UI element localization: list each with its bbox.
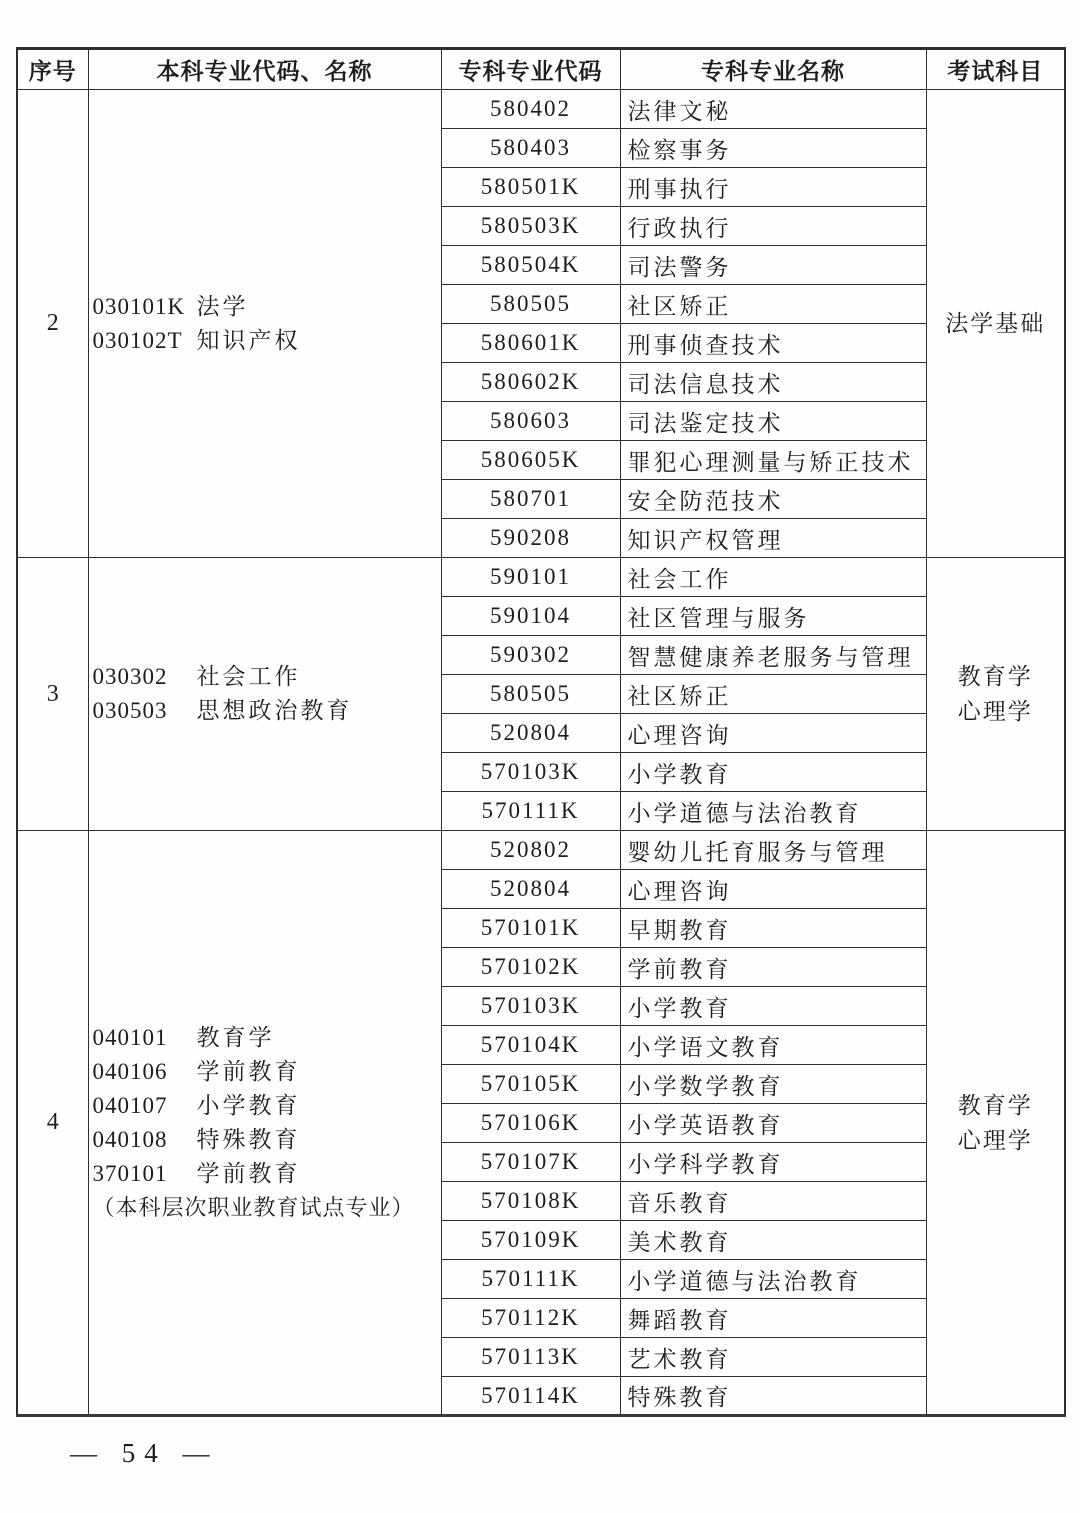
college-major-name-cell: 社会工作 (620, 558, 926, 597)
college-major-code-cell: 570106K (441, 1104, 620, 1143)
exam-subject: 心理学 (957, 1127, 1033, 1153)
college-major-code-cell: 570108K (441, 1182, 620, 1221)
undergrad-major-line (93, 1089, 437, 1123)
college-major-name-cell: 司法鉴定技术 (620, 402, 926, 441)
college-major-code-cell: 570109K (441, 1221, 620, 1260)
college-major-name-cell: 早期教育 (620, 909, 926, 948)
undergrad-major-name: 学前教育 (196, 1058, 301, 1084)
college-major-code-cell: 570105K (441, 1065, 620, 1104)
exam-subject: 教育学 (957, 664, 1033, 689)
header-exam-subjects: 考试科目 (926, 49, 1065, 90)
table-row (17, 90, 1065, 129)
college-major-name-cell: 小学数学教育 (620, 1065, 926, 1104)
table-row (17, 558, 1065, 597)
undergrad-major-line (93, 1157, 437, 1191)
exam-subjects-cell (926, 90, 1065, 558)
undergrad-major-code: 040108 (92, 1126, 168, 1152)
college-major-name-cell: 法律文秘 (620, 90, 926, 129)
college-major-name-cell: 小学语文教育 (620, 1026, 926, 1065)
header-undergrad: 本科专业代码、名称 (88, 49, 441, 90)
exam-subject: 心理学 (957, 699, 1033, 724)
college-major-code-cell: 580402 (441, 90, 620, 129)
college-major-code-cell: 580701 (441, 480, 620, 519)
college-major-name-cell: 心理咨询 (620, 714, 926, 753)
college-major-name-cell: 司法信息技术 (620, 363, 926, 402)
college-major-name-cell: 小学英语教育 (620, 1104, 926, 1143)
college-major-name-cell: 知识产权管理 (620, 519, 926, 558)
college-major-code-cell: 590104 (441, 597, 620, 636)
college-major-code-cell: 580504K (441, 246, 620, 285)
college-major-code-cell: 570103K (441, 987, 620, 1026)
undergrad-majors-cell (88, 831, 441, 1416)
undergrad-major-line (93, 1055, 437, 1089)
undergrad-major-code: 030503 (92, 698, 168, 723)
college-major-code-cell: 580602K (441, 363, 620, 402)
undergrad-major-name: 特殊教育 (196, 1126, 301, 1152)
college-major-name-cell: 特殊教育 (620, 1377, 926, 1416)
college-major-code-cell: 570114K (441, 1377, 620, 1416)
header-index: 序号 (17, 49, 88, 90)
college-major-name-cell: 刑事执行 (620, 168, 926, 207)
undergrad-major-name: 思想政治教育 (196, 698, 353, 723)
college-major-code-cell: 580503K (441, 207, 620, 246)
group-index-cell: 2 (17, 90, 88, 558)
page-number: — 54 — (70, 1438, 219, 1468)
undergrad-major-code: 040107 (92, 1092, 168, 1118)
exam-subject: 教育学 (957, 1092, 1033, 1118)
undergrad-major-name: 法学 (196, 293, 249, 319)
group-index-cell: 3 (17, 558, 88, 831)
college-major-code-cell: 570107K (441, 1143, 620, 1182)
college-major-code-cell: 590208 (441, 519, 620, 558)
college-major-code-cell: 590302 (441, 636, 620, 675)
college-major-code-cell: 570104K (441, 1026, 620, 1065)
undergrad-major-line (93, 660, 437, 694)
college-major-name-cell: 社区矫正 (620, 675, 926, 714)
undergrad-major-code: 040101 (92, 1024, 168, 1050)
majors-table (16, 47, 1066, 1417)
college-major-code-cell: 580501K (441, 168, 620, 207)
undergrad-major-line (93, 1021, 437, 1055)
exam-subjects-cell (926, 831, 1065, 1416)
table-body (17, 90, 1065, 1416)
undergrad-major-name: 小学教育 (196, 1092, 301, 1118)
college-major-code-cell: 570113K (441, 1338, 620, 1377)
college-major-name-cell: 社区管理与服务 (620, 597, 926, 636)
college-major-code-cell: 520802 (441, 831, 620, 870)
college-major-code-cell: 580601K (441, 324, 620, 363)
college-major-name-cell: 智慧健康养老服务与管理 (620, 636, 926, 675)
college-major-name-cell: 心理咨询 (620, 870, 926, 909)
header-college-code: 专科专业代码 (441, 49, 620, 90)
college-major-name-cell: 美术教育 (620, 1221, 926, 1260)
exam-subjects-cell (926, 558, 1065, 831)
college-major-name-cell: 学前教育 (620, 948, 926, 987)
college-major-code-cell: 570112K (441, 1299, 620, 1338)
undergrad-major-code: 030101K (92, 293, 186, 319)
college-major-name-cell: 刑事侦查技术 (620, 324, 926, 363)
college-major-code-cell: 580505 (441, 675, 620, 714)
college-major-code-cell: 580403 (441, 129, 620, 168)
undergrad-major-line (93, 290, 437, 324)
college-major-code-cell: 570111K (441, 1260, 620, 1299)
college-major-code-cell: 580603 (441, 402, 620, 441)
header-row (17, 49, 1065, 90)
undergrad-major-name: 社会工作 (196, 664, 301, 689)
college-major-name-cell: 艺术教育 (620, 1338, 926, 1377)
college-major-code-cell: 580605K (441, 441, 620, 480)
table-header (17, 49, 1065, 90)
college-major-name-cell: 检察事务 (620, 129, 926, 168)
college-major-name-cell: 安全防范技术 (620, 480, 926, 519)
undergrad-majors-cell (88, 90, 441, 558)
undergrad-major-name: 教育学 (196, 1024, 275, 1050)
undergrad-major-code: 030302 (92, 664, 168, 689)
college-major-code-cell: 520804 (441, 714, 620, 753)
college-major-name-cell: 行政执行 (620, 207, 926, 246)
undergrad-note: （本科层次职业教育试点专业） (92, 1194, 415, 1220)
college-major-name-cell: 音乐教育 (620, 1182, 926, 1221)
college-major-code-cell: 580505 (441, 285, 620, 324)
college-major-name-cell: 司法警务 (620, 246, 926, 285)
undergrad-major-line (93, 324, 437, 358)
college-major-name-cell: 舞蹈教育 (620, 1299, 926, 1338)
college-major-code-cell: 570101K (441, 909, 620, 948)
undergrad-majors-cell (88, 558, 441, 831)
header-college-name: 专科专业名称 (620, 49, 926, 90)
college-major-name-cell: 小学教育 (620, 753, 926, 792)
college-major-name-cell: 罪犯心理测量与矫正技术 (620, 441, 926, 480)
undergrad-major-line (93, 694, 437, 728)
college-major-name-cell: 小学科学教育 (620, 1143, 926, 1182)
college-major-name-cell: 小学道德与法治教育 (620, 792, 926, 831)
undergrad-major-name: 学前教育 (196, 1160, 301, 1186)
college-major-name-cell: 小学教育 (620, 987, 926, 1026)
college-major-code-cell: 570102K (441, 948, 620, 987)
college-major-name-cell: 社区矫正 (620, 285, 926, 324)
college-major-code-cell: 570103K (441, 753, 620, 792)
undergrad-major-name: 知识产权 (196, 327, 301, 353)
table-row (17, 831, 1065, 870)
group-index-cell: 4 (17, 831, 88, 1416)
exam-subject: 法学基础 (945, 311, 1046, 336)
college-major-code-cell: 520804 (441, 870, 620, 909)
undergrad-major-line (93, 1123, 437, 1157)
college-major-name-cell: 小学道德与法治教育 (620, 1260, 926, 1299)
undergrad-major-code: 040106 (92, 1058, 168, 1084)
college-major-code-cell: 570111K (441, 792, 620, 831)
college-major-name-cell: 婴幼儿托育服务与管理 (620, 831, 926, 870)
college-major-code-cell: 590101 (441, 558, 620, 597)
undergrad-major-code: 030102T (92, 327, 183, 353)
undergrad-major-code: 370101 (92, 1160, 168, 1186)
